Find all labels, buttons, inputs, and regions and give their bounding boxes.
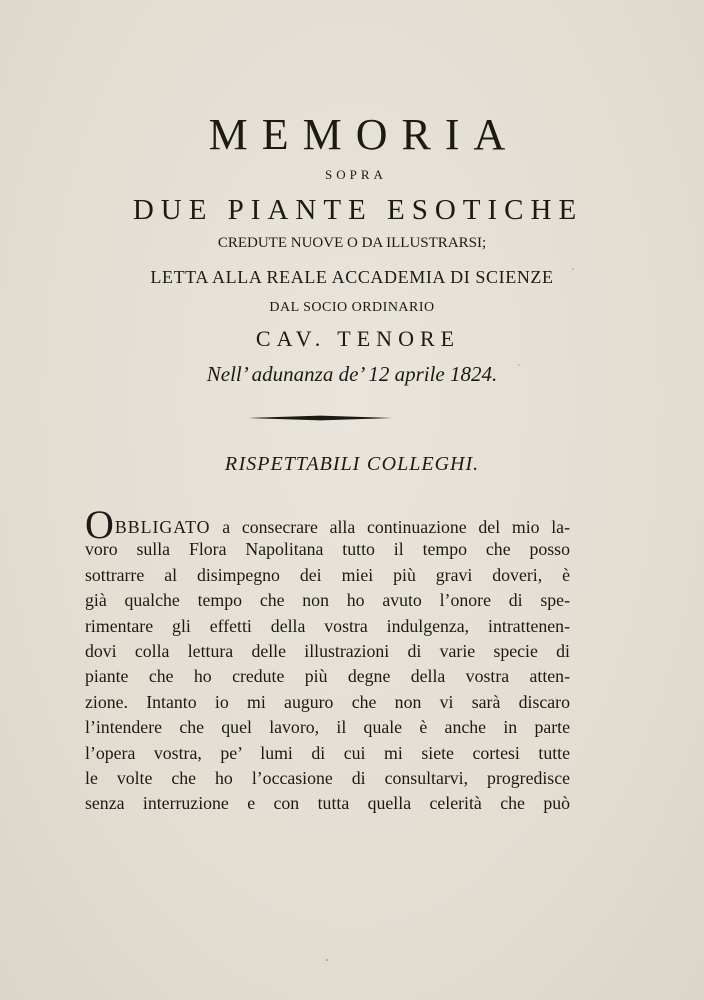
subtitle-line-socio: DAL SOCIO ORDINARIO	[269, 300, 435, 315]
salutation-initial: R	[224, 453, 239, 475]
body-line: le volte che ho l’occasione di consultarvi, progredisce	[85, 767, 570, 788]
first-word-rest: BBLIGATO	[114, 517, 211, 537]
body-line: zione. Intanto io mi auguro che non vi sarà discaro	[85, 691, 570, 712]
subtitle-line-credute: CREDUTE NUOVE O DA ILLUSTRARSI;	[217, 235, 487, 251]
memoir-subtitle: DUE PIANTE ESOTICHE	[132, 194, 584, 226]
body-line: dovi colla lettura delle illustrazioni di varie specie di	[85, 640, 570, 661]
paper-speck	[518, 364, 520, 366]
body-line: senza interruzione e con tutta quella celerità che può	[85, 793, 570, 814]
body-line: sottrarre al disimpegno dei miei più gravi doveri, è	[85, 564, 570, 585]
body-line: l’opera vostra, pe’ lumi di cui mi siete cortesi tutte	[85, 742, 570, 763]
title-preposition: SOPRA	[325, 167, 387, 182]
body-line-1-text: a consecrare alla continuazione del mio la-	[222, 517, 570, 537]
subtitle-line-letta: LETTA ALLA REALE ACCADEMIA DI SCIENZE	[150, 267, 554, 287]
ornamental-rule	[248, 415, 393, 421]
paper-speck	[572, 268, 574, 270]
salutation	[0, 450, 704, 478]
salutation-initial-2: C	[366, 453, 382, 475]
drop-cap: O	[85, 502, 114, 547]
body-line-1	[85, 502, 570, 547]
salutation-word-1: ISPETTABILI	[238, 453, 361, 475]
body-line: voro sulla Flora Napolitana tutto il tempo che posso	[85, 539, 570, 560]
author-name: CAV. TENORE	[255, 326, 461, 351]
meeting-date: Nell’ adunanza de’ 12 aprile 1824.	[206, 362, 498, 386]
body-line: l’intendere che quel lavoro, il quale è anche in parte	[85, 717, 570, 738]
paper-speck	[326, 959, 328, 961]
body-paragraph	[85, 502, 570, 817]
salutation-word-2: OLLEGHI.	[381, 453, 480, 475]
body-line: già qualche tempo che non ho avuto l’onore di spe-	[85, 590, 570, 611]
body-line: piante che ho credute più degne della vostra atten-	[85, 666, 570, 687]
memoir-title: MEMORIA	[208, 110, 520, 159]
body-line: rimentare gli effetti della vostra indulgenza, intrattenen-	[85, 615, 570, 636]
